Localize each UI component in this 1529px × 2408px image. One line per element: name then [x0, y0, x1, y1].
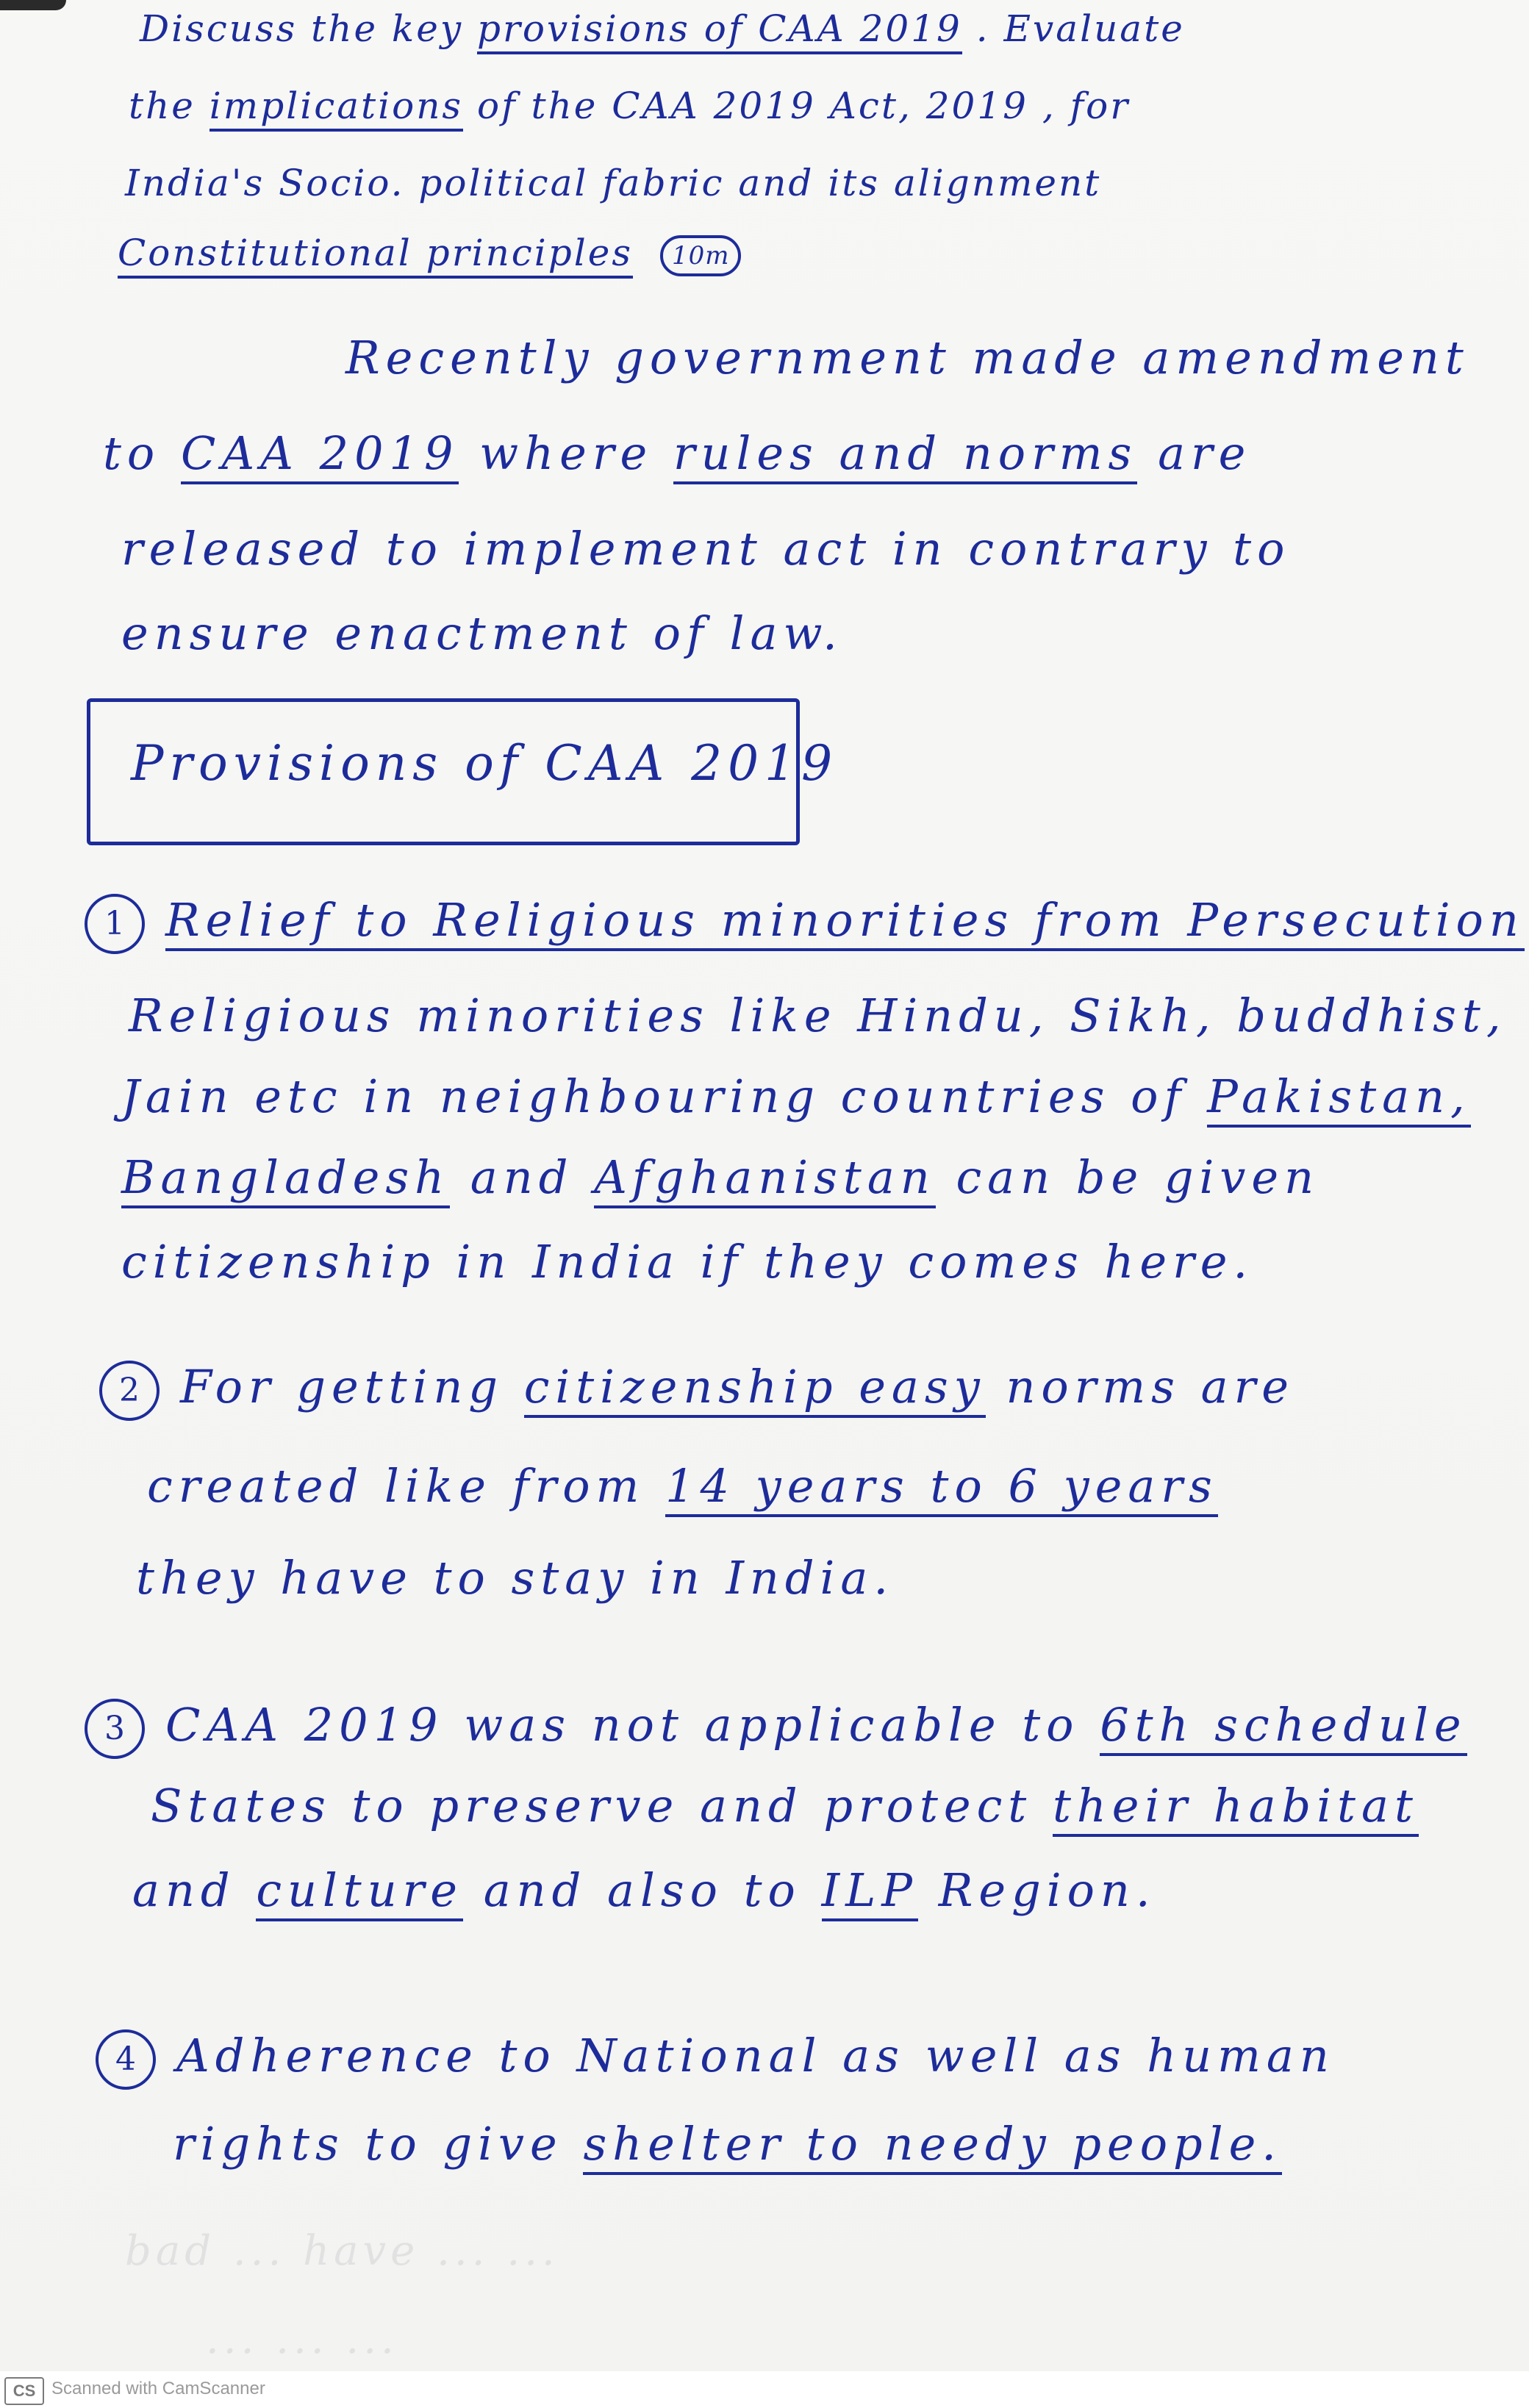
point-3-title	[85, 1698, 1467, 1759]
point-1-line-3-d: can be given	[956, 1150, 1320, 1204]
point-2-line-1-b: citizenship easy	[524, 1360, 986, 1418]
point-2-line-3: they have to stay in India.	[136, 1551, 895, 1605]
bleed-through-line-1: bad ... have ... ...	[125, 2227, 559, 2275]
point-4-title	[96, 2029, 1335, 2090]
camscanner-watermark: Scanned with CamScanner	[51, 2379, 265, 2398]
point-1-line-3-c: Afghanistan	[594, 1150, 936, 1208]
question-line-2-c: of the CAA 2019 Act, 2019 , for	[476, 85, 1131, 127]
point-2-line-1-c: norms are	[1006, 1360, 1295, 1413]
question-line-1-c: . Evaluate	[975, 7, 1185, 50]
question-line-1-a: Discuss the key	[140, 7, 464, 50]
point-2-title	[99, 1360, 1295, 1421]
point-1-line-2-a: Jain etc in neighbouring countries of	[121, 1069, 1187, 1123]
question-line-4-a: Constitutional principles	[118, 232, 633, 279]
point-3-line-3-b: culture	[256, 1863, 463, 1921]
page-corner-mark	[0, 0, 66, 10]
point-3-line-3-c: and also to	[483, 1863, 801, 1917]
point-1-line-2-b: Pakistan,	[1207, 1069, 1471, 1128]
point-3-line-3-d: ILP	[822, 1863, 918, 1921]
point-3-line-3-a: and	[132, 1863, 236, 1917]
question-line-1-b: provisions of CAA 2019	[477, 7, 962, 54]
question-line-2-a: the	[129, 85, 196, 127]
intro-line-3: released to implement act in contrary to	[121, 522, 1291, 576]
point-1-title-text: Relief to Religious minorities from Persecution	[165, 893, 1525, 951]
point-2-line-1-a: For getting	[180, 1360, 504, 1413]
intro-line-4: ensure enactment of law.	[121, 606, 843, 660]
point-1-line-3	[121, 1150, 1319, 1204]
point-1-number: 1	[85, 894, 145, 954]
point-3-line-2	[151, 1779, 1419, 1832]
point-1-line-3-a: Bangladesh	[121, 1150, 450, 1208]
scanner-footer	[0, 2371, 1529, 2408]
intro-line-2-d: rules and norms	[673, 426, 1137, 484]
camscanner-logo-icon: CS	[4, 2377, 44, 2405]
point-3-line-3-e: Region.	[938, 1863, 1156, 1917]
question-line-2	[129, 85, 1130, 127]
point-1-line-2	[121, 1069, 1471, 1123]
bleed-through-line-2: ... ... ...	[206, 2315, 398, 2363]
intro-line-1: Recently government made amendment	[345, 331, 1469, 384]
point-3-line-3	[132, 1863, 1156, 1917]
point-3-line-1-b: 6th schedule	[1100, 1698, 1467, 1756]
point-4-line-2-a: rights to give	[173, 2117, 563, 2171]
intro-line-2-c: where	[479, 426, 654, 480]
point-4-line-2	[173, 2117, 1282, 2171]
point-4-number: 4	[96, 2029, 156, 2090]
point-1-line-1: Religious minorities like Hindu, Sikh, buddhist,	[129, 989, 1507, 1042]
point-2-line-2-a: created like from	[147, 1459, 645, 1513]
point-3-line-2-b: their habitat	[1053, 1779, 1419, 1837]
intro-line-2	[103, 426, 1251, 480]
point-1-title	[85, 893, 1525, 954]
point-4-line-2-b: shelter to needy people.	[583, 2117, 1282, 2175]
point-2-line-2-b: 14 years to 6 years	[665, 1459, 1218, 1517]
point-1-line-3-b: and	[470, 1150, 574, 1204]
question-line-3: India's Socio. political fabric and its alignment	[125, 162, 1102, 204]
intro-line-2-a: to	[103, 426, 161, 480]
point-1-line-4: citizenship in India if they comes here.	[121, 1235, 1254, 1289]
point-2-number: 2	[99, 1361, 160, 1421]
intro-line-2-b: CAA 2019	[181, 426, 459, 484]
question-line-2-b: implications	[210, 85, 463, 132]
point-3-line-2-a: States to preserve and protect	[151, 1779, 1033, 1832]
intro-line-2-e: are	[1158, 426, 1252, 480]
point-3-line-1-a: CAA 2019 was not applicable to	[165, 1698, 1080, 1752]
point-4-line-1: Adherence to National as well as human	[176, 2029, 1335, 2082]
marks-badge: 10m	[660, 235, 742, 276]
question-line-1	[140, 7, 1185, 50]
question-line-4	[118, 232, 741, 276]
point-3-number: 3	[85, 1699, 145, 1759]
section-heading-box	[87, 698, 839, 845]
point-2-line-2	[147, 1459, 1218, 1513]
section-heading: Provisions of CAA 2019	[131, 735, 839, 792]
